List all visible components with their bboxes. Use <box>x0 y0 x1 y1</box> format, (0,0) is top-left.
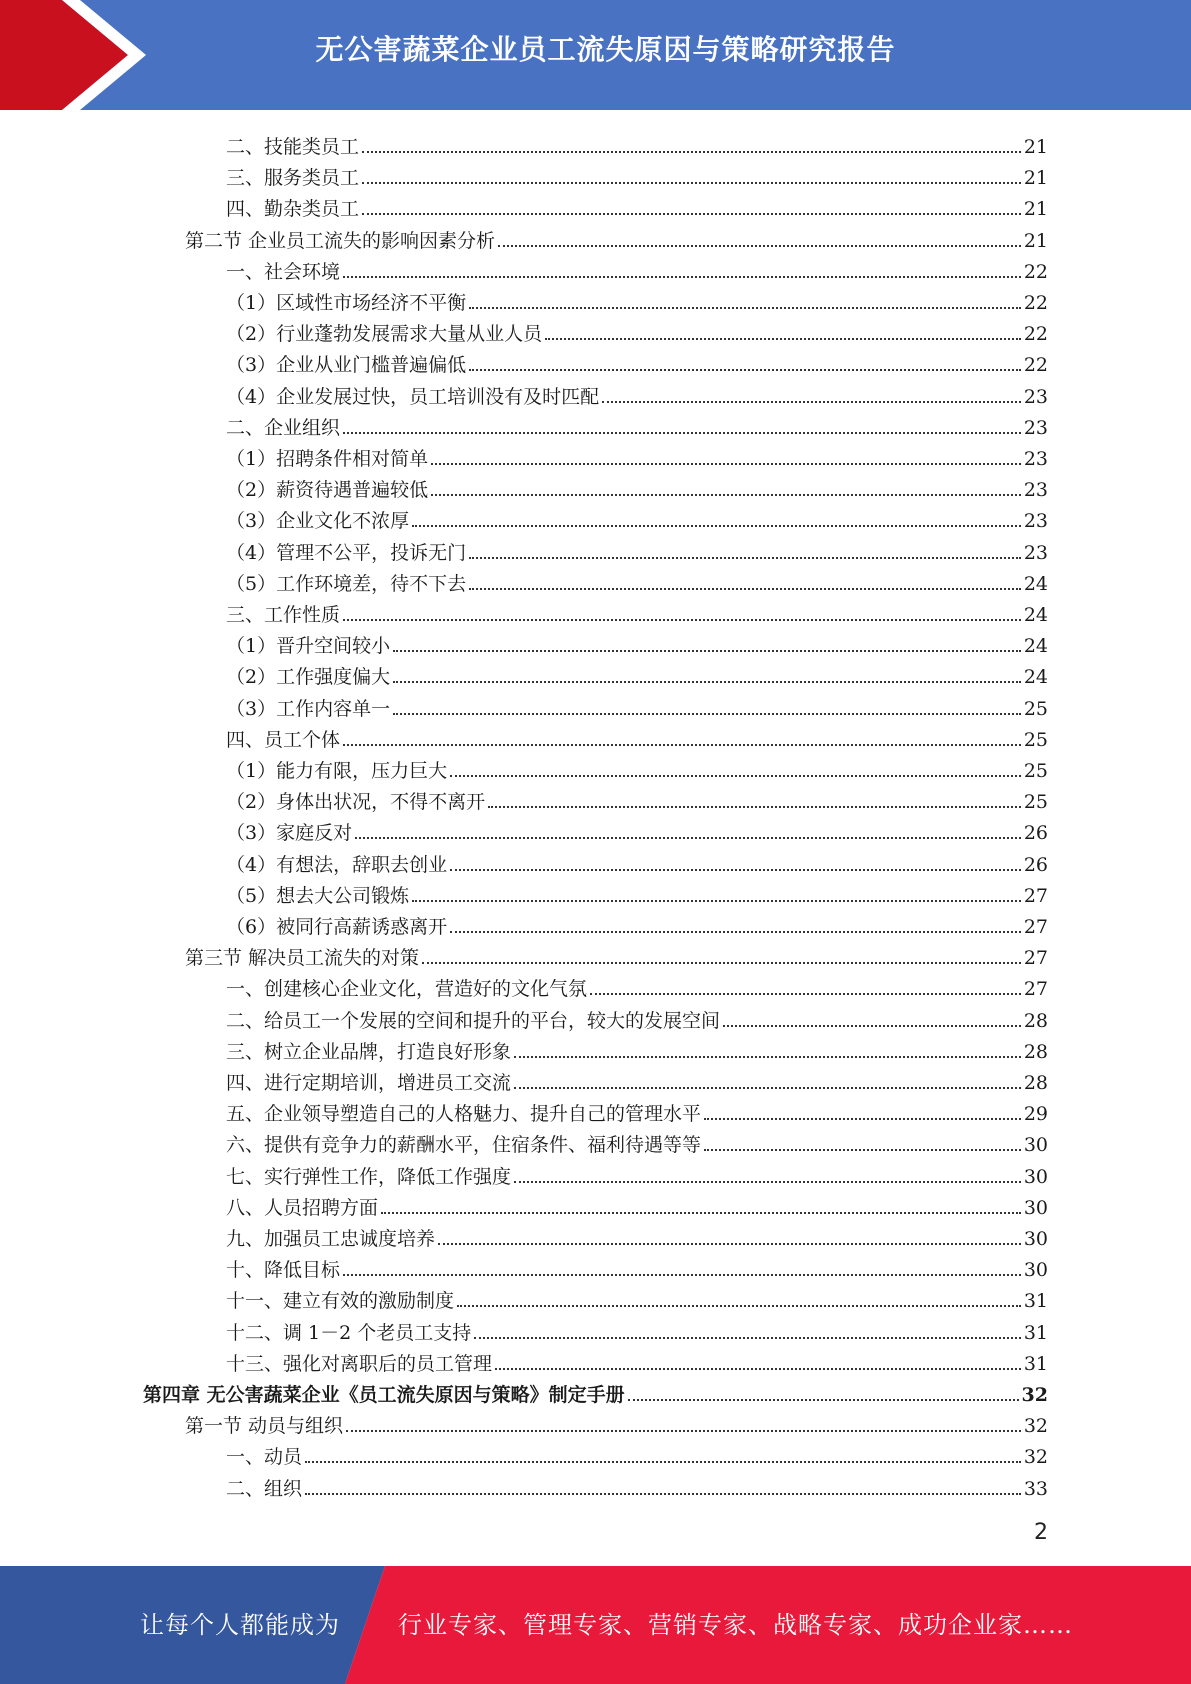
toc-entry[interactable] <box>226 502 1048 533</box>
toc-entry-title: （1）招聘条件相对简单 <box>226 448 429 470</box>
toc-entry[interactable] <box>185 222 1048 253</box>
toc-entry-page: 28 <box>1023 1009 1048 1032</box>
toc-entry-title: （2）行业蓬勃发展需求大量从业人员 <box>226 323 543 346</box>
toc-dot-leader <box>723 1025 1021 1027</box>
toc-entry-page: 32 <box>1021 1384 1048 1406</box>
toc-entry[interactable] <box>226 877 1048 908</box>
toc-entry-title: （4）管理不公平，投诉无门 <box>226 541 467 564</box>
toc-dot-leader <box>495 1368 1021 1370</box>
toc-entry-page: 24 <box>1023 604 1048 626</box>
toc-entry-page: 28 <box>1023 1072 1048 1094</box>
toc-entry-title: 二、企业组织 <box>226 416 341 439</box>
toc-entry-title: 七、实行弹性工作，降低工作强度 <box>226 1165 512 1188</box>
toc-dot-leader <box>469 557 1021 559</box>
toc-entry-title: 九、加强员工忠诚度培养 <box>226 1228 436 1250</box>
toc-entry[interactable] <box>226 565 1048 596</box>
toc-entry-title: 三、工作性质 <box>226 604 341 626</box>
toc-dot-leader <box>450 931 1021 933</box>
toc-entry-title: （3）家庭反对 <box>226 822 353 845</box>
toc-entry-title: （2）身体出状况，不得不离开 <box>226 791 486 814</box>
toc-entry[interactable] <box>226 1095 1048 1126</box>
toc-entry[interactable] <box>226 159 1048 190</box>
toc-entry-title: 第一节 动员与组织 <box>185 1415 344 1438</box>
toc-entry[interactable] <box>226 752 1048 783</box>
toc-entry-title: （3）工作内容单一 <box>226 697 391 720</box>
toc-dot-leader <box>488 806 1021 808</box>
toc-dot-leader <box>362 213 1021 215</box>
footer-slogan-right: 行业专家、管理专家、营销专家、战略专家、成功企业家…… <box>398 1611 1073 1639</box>
toc-dot-leader <box>469 307 1021 309</box>
toc-entry-title: （1）能力有限，压力巨大 <box>226 760 448 782</box>
toc-entry-page: 22 <box>1023 292 1048 314</box>
toc-entry-title: 一、社会环境 <box>226 260 341 283</box>
toc-entry[interactable] <box>226 1220 1048 1251</box>
toc-entry-title: 一、创建核心企业文化，营造好的文化气氛 <box>226 978 588 1001</box>
toc-entry-title: （4）有想法，辞职去创业 <box>226 853 448 876</box>
toc-dot-leader <box>381 1212 1021 1214</box>
toc-entry-page: 22 <box>1023 354 1048 377</box>
toc-entry-page: 30 <box>1023 1134 1048 1157</box>
toc-dot-leader <box>343 1274 1021 1276</box>
toc-entry-page: 26 <box>1023 822 1048 845</box>
toc-dot-leader <box>514 1056 1021 1058</box>
toc-dot-leader <box>393 650 1021 652</box>
toc-entry-title: （5）想去大公司锻炼 <box>226 884 410 907</box>
toc-dot-leader <box>545 338 1021 340</box>
toc-entry-page: 27 <box>1023 947 1048 970</box>
toc-entry[interactable] <box>226 315 1048 346</box>
toc-entry-title: 二、组织 <box>226 1477 303 1500</box>
toc-entry[interactable] <box>226 814 1048 845</box>
toc-entry-title: （1）区域性市场经济不平衡 <box>226 292 467 314</box>
toc-entry-title: 二、给员工一个发展的空间和提升的平台，较大的发展空间 <box>226 1009 721 1032</box>
toc-dot-leader <box>469 588 1021 590</box>
toc-entry-page: 21 <box>1023 229 1048 252</box>
toc-entry[interactable] <box>226 1126 1048 1157</box>
toc-entry-page: 30 <box>1023 1196 1048 1219</box>
toc-entry-title: 十三、强化对离职后的员工管理 <box>226 1352 493 1375</box>
toc-dot-leader <box>305 1493 1021 1495</box>
toc-entry[interactable] <box>226 690 1048 721</box>
toc-entry[interactable] <box>226 471 1048 502</box>
toc-entry-page: 21 <box>1023 136 1048 158</box>
toc-entry[interactable] <box>226 1438 1048 1469</box>
toc-entry-page: 25 <box>1023 697 1048 720</box>
toc-entry[interactable] <box>226 1033 1048 1064</box>
toc-entry-title: （4）企业发展过快，员工培训没有及时匹配 <box>226 385 600 408</box>
toc-dot-leader <box>305 1461 1021 1463</box>
toc-entry-title: 三、树立企业品牌，打造良好形象 <box>226 1040 512 1063</box>
toc-entry-page: 24 <box>1023 635 1048 658</box>
toc-entry-title: 四、进行定期培训，增进员工交流 <box>226 1072 512 1094</box>
toc-entry[interactable] <box>226 440 1048 471</box>
toc-entry[interactable] <box>226 534 1048 565</box>
toc-entry-page: 30 <box>1023 1259 1048 1282</box>
toc-entry-page: 23 <box>1023 479 1048 502</box>
toc-dot-leader <box>431 494 1021 496</box>
toc-dot-leader <box>514 1181 1021 1183</box>
toc-entry-page: 29 <box>1023 1103 1048 1126</box>
toc-entry[interactable] <box>185 1407 1048 1438</box>
toc-dot-leader <box>412 525 1021 527</box>
toc-entry-page: 32 <box>1023 1446 1048 1469</box>
toc-entry[interactable] <box>226 378 1048 409</box>
toc-entry[interactable] <box>226 1314 1048 1345</box>
toc-entry-page: 25 <box>1023 760 1048 782</box>
toc-entry[interactable] <box>226 284 1048 315</box>
toc-entry[interactable] <box>226 1158 1048 1189</box>
toc-entry[interactable] <box>226 1282 1048 1313</box>
toc-entry[interactable] <box>226 128 1048 159</box>
toc-entry-page: 28 <box>1023 1040 1048 1063</box>
toc-dot-leader <box>469 369 1021 371</box>
toc-entry-title: 十二、调 1－2 个老员工支持 <box>226 1321 472 1344</box>
toc-entry[interactable] <box>226 1189 1048 1220</box>
toc-dot-leader <box>431 463 1021 465</box>
toc-entry[interactable] <box>226 1064 1048 1095</box>
toc-entry-title: （1）晋升空间较小 <box>226 635 391 658</box>
toc-entry-page: 23 <box>1023 510 1048 533</box>
page-number: 2 <box>1034 1520 1048 1545</box>
toc-dot-leader <box>704 1118 1021 1120</box>
toc-dot-leader <box>346 1430 1021 1432</box>
toc-entry-title: （3）企业文化不浓厚 <box>226 510 410 533</box>
toc-entry-page: 25 <box>1023 728 1048 751</box>
toc-entry[interactable] <box>143 1376 1048 1407</box>
toc-dot-leader <box>393 681 1021 683</box>
toc-entry[interactable] <box>226 721 1048 752</box>
toc-dot-leader <box>628 1399 1019 1401</box>
toc-dot-leader <box>514 1087 1021 1089</box>
toc-dot-leader <box>355 837 1021 839</box>
header-banner <box>0 0 1191 110</box>
toc-entry-title: （5）工作环境差，待不下去 <box>226 572 467 595</box>
toc-entry[interactable] <box>226 658 1048 689</box>
toc-dot-leader <box>602 401 1021 403</box>
toc-entry[interactable] <box>226 409 1048 440</box>
toc-entry-page: 25 <box>1023 791 1048 814</box>
toc-entry[interactable] <box>226 1470 1048 1501</box>
toc-entry-page: 21 <box>1023 167 1048 190</box>
toc-entry-title: 第二节 企业员工流失的影响因素分析 <box>185 229 496 252</box>
toc-dot-leader <box>704 1149 1021 1151</box>
toc-entry-page: 31 <box>1023 1352 1048 1375</box>
footer-slogan-left: 让每个人都能成为 <box>140 1611 340 1639</box>
toc-entry-page: 27 <box>1023 978 1048 1001</box>
toc-dot-leader <box>590 993 1021 995</box>
toc-dot-leader <box>343 744 1021 746</box>
toc-entry-page: 32 <box>1023 1415 1048 1438</box>
toc-entry[interactable] <box>226 253 1048 284</box>
toc-dot-leader <box>362 182 1021 184</box>
toc-entry-page: 24 <box>1023 572 1048 595</box>
toc-entry-title: 第三节 解决员工流失的对策 <box>185 947 420 970</box>
toc-dot-leader <box>438 1243 1021 1245</box>
toc-entry-title: 四、员工个体 <box>226 728 341 751</box>
toc-entry-title: （3）企业从业门槛普遍偏低 <box>226 354 467 377</box>
toc-entry-title: 二、技能类员工 <box>226 136 360 158</box>
toc-entry[interactable] <box>226 627 1048 658</box>
toc-dot-leader <box>343 619 1021 621</box>
toc-entry-page: 23 <box>1023 385 1048 408</box>
toc-dot-leader <box>412 900 1021 902</box>
toc-entry-title: 八、人员招聘方面 <box>226 1196 379 1219</box>
toc-entry-page: 33 <box>1023 1477 1048 1500</box>
toc-dot-leader <box>474 1337 1021 1339</box>
toc-dot-leader <box>450 869 1021 871</box>
toc-entry-title: 四、勤杂类员工 <box>226 198 360 221</box>
toc-entry-page: 22 <box>1023 323 1048 346</box>
toc-entry-title: （2）薪资待遇普遍较低 <box>226 479 429 502</box>
toc-entry-page: 31 <box>1023 1290 1048 1313</box>
toc-dot-leader <box>422 962 1021 964</box>
toc-entry[interactable] <box>226 970 1048 1001</box>
toc-entry-title: 十一、建立有效的激励制度 <box>226 1290 455 1313</box>
toc-entry-title: 十、降低目标 <box>226 1259 341 1282</box>
toc-entry-page: 23 <box>1023 448 1048 470</box>
toc-entry-page: 27 <box>1023 884 1048 907</box>
toc-entry[interactable] <box>226 846 1048 877</box>
toc-entry-title: （2）工作强度偏大 <box>226 666 391 689</box>
toc-entry-page: 30 <box>1023 1228 1048 1250</box>
toc-dot-leader <box>457 1305 1021 1307</box>
toc-entry[interactable] <box>226 783 1048 814</box>
toc-entry-title: 一、动员 <box>226 1446 303 1469</box>
toc-entry-title: 第四章 无公害蔬菜企业《员工流失原因与策略》制定手册 <box>143 1384 625 1406</box>
toc-dot-leader <box>393 713 1021 715</box>
toc-entry[interactable] <box>226 346 1048 377</box>
toc-entry[interactable] <box>226 190 1048 221</box>
toc-entry-title: （6）被同行高薪诱惑离开 <box>226 916 448 938</box>
toc-entry[interactable] <box>185 939 1048 970</box>
toc-entry[interactable] <box>226 908 1048 939</box>
document-title: 无公害蔬菜企业员工流失原因与策略研究报告 <box>315 33 896 66</box>
toc-entry[interactable] <box>226 1002 1048 1033</box>
toc-entry-title: 三、服务类员工 <box>226 167 360 190</box>
footer-banner <box>0 1566 1191 1684</box>
toc-dot-leader <box>362 151 1021 153</box>
toc-entry-page: 23 <box>1023 416 1048 439</box>
toc-entry[interactable] <box>226 1251 1048 1282</box>
toc-dot-leader <box>498 245 1021 247</box>
toc-dot-leader <box>343 276 1021 278</box>
toc-entry[interactable] <box>226 596 1048 627</box>
toc-entry-page: 22 <box>1023 260 1048 283</box>
toc-entry-page: 31 <box>1023 1321 1048 1344</box>
toc-entry-title: 五、企业领导塑造自己的人格魅力、提升自己的管理水平 <box>226 1103 702 1126</box>
toc-entry[interactable] <box>226 1345 1048 1376</box>
toc-entry-page: 23 <box>1023 541 1048 564</box>
toc-entry-page: 26 <box>1023 853 1048 876</box>
toc-entry-page: 30 <box>1023 1165 1048 1188</box>
toc-entry-page: 27 <box>1023 916 1048 938</box>
toc-dot-leader <box>450 775 1021 777</box>
toc-dot-leader <box>343 432 1021 434</box>
toc-entry-title: 六、提供有竞争力的薪酬水平，住宿条件、福利待遇等等 <box>226 1134 702 1157</box>
toc-entry-page: 21 <box>1023 198 1048 221</box>
toc-entry-page: 24 <box>1023 666 1048 689</box>
